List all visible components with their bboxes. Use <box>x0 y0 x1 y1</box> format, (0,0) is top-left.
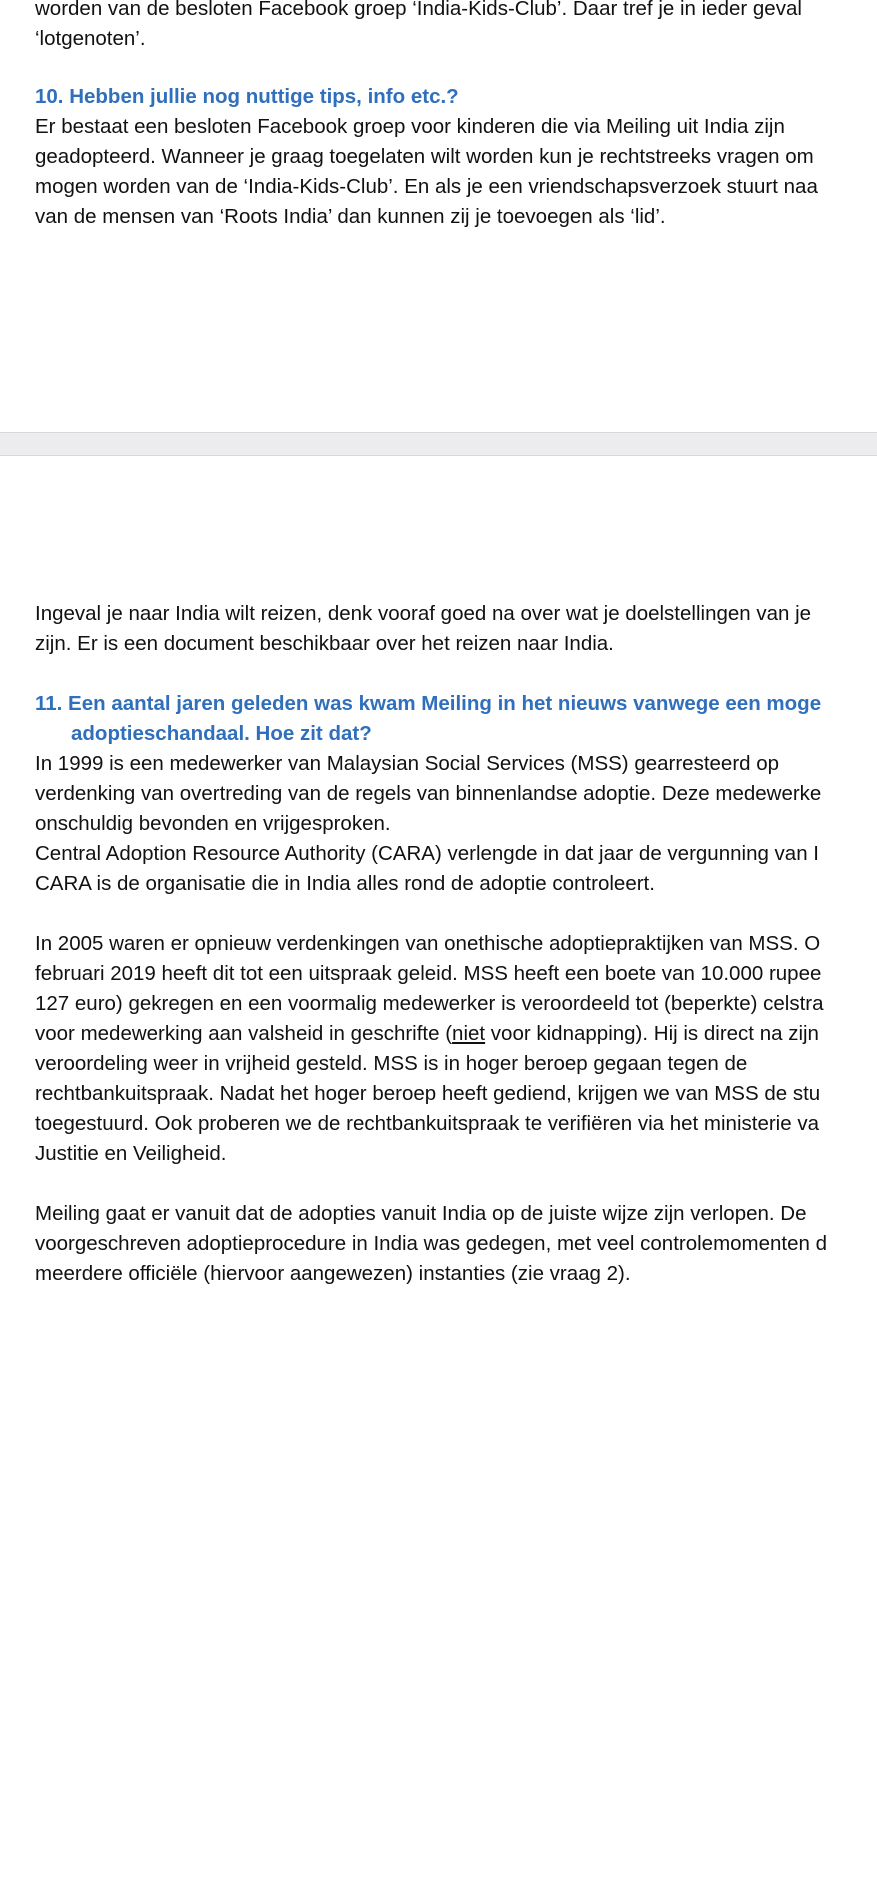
text-line: onschuldig bevonden en vrijgesproken. <box>35 812 391 835</box>
text-line: rechtbankuitspraak. Nadat het hoger beroep heeft gediend, krijgen we van MSS de stu <box>35 1082 821 1105</box>
question-11-heading: 11. Een aantal jaren geleden was kwam Meiling in het nieuws vanwege een moge <box>35 692 822 715</box>
text-line: In 1999 is een medewerker van Malaysian Social Services (MSS) gearresteerd op <box>35 752 780 775</box>
text-fragment: voor kidnapping). Hij is direct na zijn <box>485 1022 819 1045</box>
intro-paragraph <box>35 0 802 54</box>
text-line: meerdere officiële (hiervoor aangewezen) instanties (zie vraag 2). <box>35 1262 631 1285</box>
travel-paragraph <box>35 599 811 659</box>
text-line: Ingeval je naar India wilt reizen, denk vooraf goed na over wat je doelstellingen van je <box>35 602 812 625</box>
text-line: worden van de besloten Facebook groep ‘India-Kids-Club’. Daar tref je in ieder geval <box>35 0 802 20</box>
text-line: toegestuurd. Ook proberen we de rechtbankuitspraak te verifiëren via het ministerie va <box>35 1112 819 1135</box>
text-line: geadopteerd. Wanneer je graag toegelaten wilt worden kun je rechtstreeks vragen om <box>35 145 814 168</box>
underlined-word: niet <box>452 1022 486 1045</box>
question-11-heading-continued: adoptieschandaal. Hoe zit dat? <box>71 722 372 745</box>
text-line: In 2005 waren er opnieuw verdenkingen van onethische adoptiepraktijken van MSS. O <box>35 932 821 955</box>
text-line: Justitie en Veiligheid. <box>35 1142 227 1165</box>
blank-line <box>35 1169 827 1199</box>
document-page-2 <box>0 456 877 1898</box>
question-10 <box>35 82 818 232</box>
text-fragment: voor medewerking aan valsheid in geschrifte ( <box>35 1022 453 1045</box>
text-line: CARA is de organisatie die in India alles rond de adoptie controleert. <box>35 872 655 895</box>
question-10-heading: 10. Hebben jullie nog nuttige tips, info etc.? <box>35 85 459 108</box>
text-line: februari 2019 heeft dit tot een uitspraak geleid. MSS heeft een boete van 10.000 rupee <box>35 962 822 985</box>
blank-line <box>35 899 827 929</box>
text-line: Er bestaat een besloten Facebook groep voor kinderen die via Meiling uit India zijn <box>35 115 785 138</box>
text-line: veroordeling weer in vrijheid gesteld. MSS is in hoger beroep gegaan tegen de <box>35 1052 748 1075</box>
text-line: voorgeschreven adoptieprocedure in India was gedegen, met veel controlemomenten d <box>35 1232 828 1255</box>
page-separator <box>0 432 877 456</box>
text-line: 127 euro) gekregen en een voormalig medewerker is veroordeeld tot (beperkte) celstra <box>35 992 824 1015</box>
text-line <box>35 1019 827 1049</box>
text-line: Meiling gaat er vanuit dat de adopties vanuit India op de juiste wijze zijn verlopen. De <box>35 1202 807 1225</box>
text-line: Central Adoption Resource Authority (CARA) verlengde in dat jaar de vergunning van I <box>35 842 820 865</box>
text-line: mogen worden van de ‘India-Kids-Club’. En als je een vriendschapsverzoek stuurt naa <box>35 175 818 198</box>
text-line: ‘lotgenoten’. <box>35 27 146 50</box>
text-line: van de mensen van ‘Roots India’ dan kunnen zij je toevoegen als ‘lid’. <box>35 205 666 228</box>
text-line: zijn. Er is een document beschikbaar over het reizen naar India. <box>35 632 614 655</box>
text-line: verdenking van overtreding van de regels van binnenlandse adoptie. Deze medewerke <box>35 782 822 805</box>
question-11 <box>35 689 827 1289</box>
document-page-1 <box>0 0 877 432</box>
